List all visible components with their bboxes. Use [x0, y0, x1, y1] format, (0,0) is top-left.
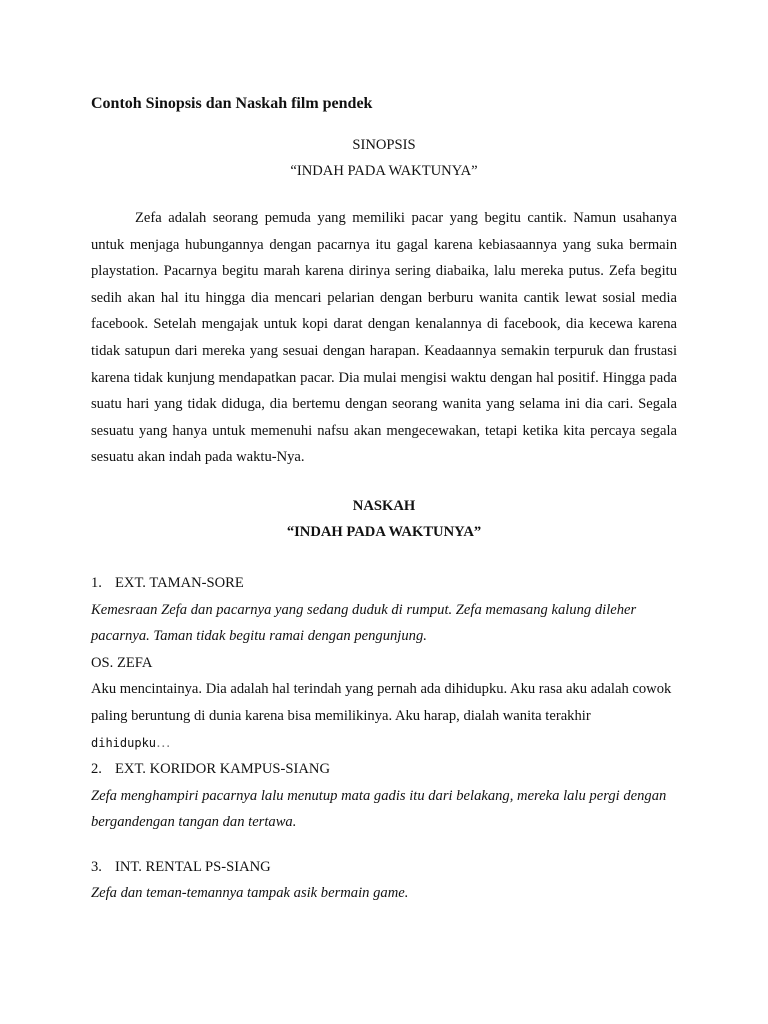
scene-number: 2.: [91, 761, 102, 778]
scene-1: [91, 570, 677, 756]
scene-2: [91, 756, 677, 836]
scene-dialogue-tail: [91, 730, 677, 757]
scene-number: 1.: [91, 574, 102, 591]
scene-heading-text: EXT. TAMAN-SORE: [115, 574, 244, 591]
scene-number: 3.: [91, 858, 102, 875]
dialogue-ellipsis: …: [156, 734, 171, 751]
document-title: Contoh Sinopsis dan Naskah film pendek: [91, 95, 373, 112]
naskah-label: NASKAH: [352, 497, 416, 514]
synopsis-label: SINOPSIS: [352, 137, 416, 153]
scene-heading: [91, 756, 677, 783]
scene-heading-text: INT. RENTAL PS-SIANG: [115, 858, 271, 875]
scene-action: Zefa dan teman-temannya tampak asik bermain game.: [91, 885, 409, 902]
scene-heading: [91, 570, 677, 597]
scene-heading-text: EXT. KORIDOR KAMPUS-SIANG: [115, 761, 330, 778]
scene-action: Kemesraan Zefa dan pacarnya yang sedang duduk di rumput. Zefa memasang kalung dileher pacarnya. Taman tidak begitu ramai dengan pengunjung.: [91, 601, 637, 645]
synopsis-film-title: “INDAH PADA WAKTUNYA”: [290, 163, 478, 179]
synopsis-heading: [91, 132, 677, 184]
document-page: [91, 94, 677, 907]
scene-heading: [91, 854, 677, 881]
scene-character: OS. ZEFA: [91, 654, 153, 671]
synopsis-paragraph: Zefa adalah seorang pemuda yang memiliki pacar yang begitu cantik. Namun usahanya untuk menjaga hubungannya dengan pacarnya itu gagal karena kebiasaannya yang suka bermain playstation. Pacarnya begitu marah karena dirinya sering diabaika, lalu mereka putus. Zefa begitu sedih akan hal itu hingga dia mencari pelarian dengan berburu wanita cantik lewat sosial media facebook. Setelah mengajak untuk kopi darat dengan kenalannya di facebook, dia kecewa karena tidak satupun dari mereka yang sesuai dengan harapan. Keadaannya semakin terpuruk dan frustasi karena tidak kunjung mendapatkan pacar. Dia mulai mengisi waktu dengan hal positif. Hingga pada suatu hari yang tidak diduga, dia bertemu dengan seorang wanita yang selama ini dia cari. Segala sesuatu yang hanya untuk memenuhi nafsu akan mengecewakan, tetapi ketika kita percaya segala sesuatu akan indah pada waktu-Nya.: [91, 210, 677, 466]
scene-3: [91, 854, 677, 907]
scene-dialogue: Aku mencintainya. Dia adalah hal terindah yang pernah ada dihidupku. Aku rasa aku adalah cowok paling beruntung di dunia karena bisa memilikinya. Aku harap, dialah wanita terakhir: [91, 681, 672, 724]
scene-action: Zefa menghampiri pacarnya lalu menutup mata gadis itu dari belakang, mereka lalu pergi dengan bergandengan tangan dan tertawa.: [91, 787, 667, 831]
naskah-heading: [91, 493, 677, 545]
naskah-film-title: “INDAH PADA WAKTUNYA”: [286, 523, 482, 540]
dialogue-tail-word: dihidupku: [91, 735, 157, 750]
